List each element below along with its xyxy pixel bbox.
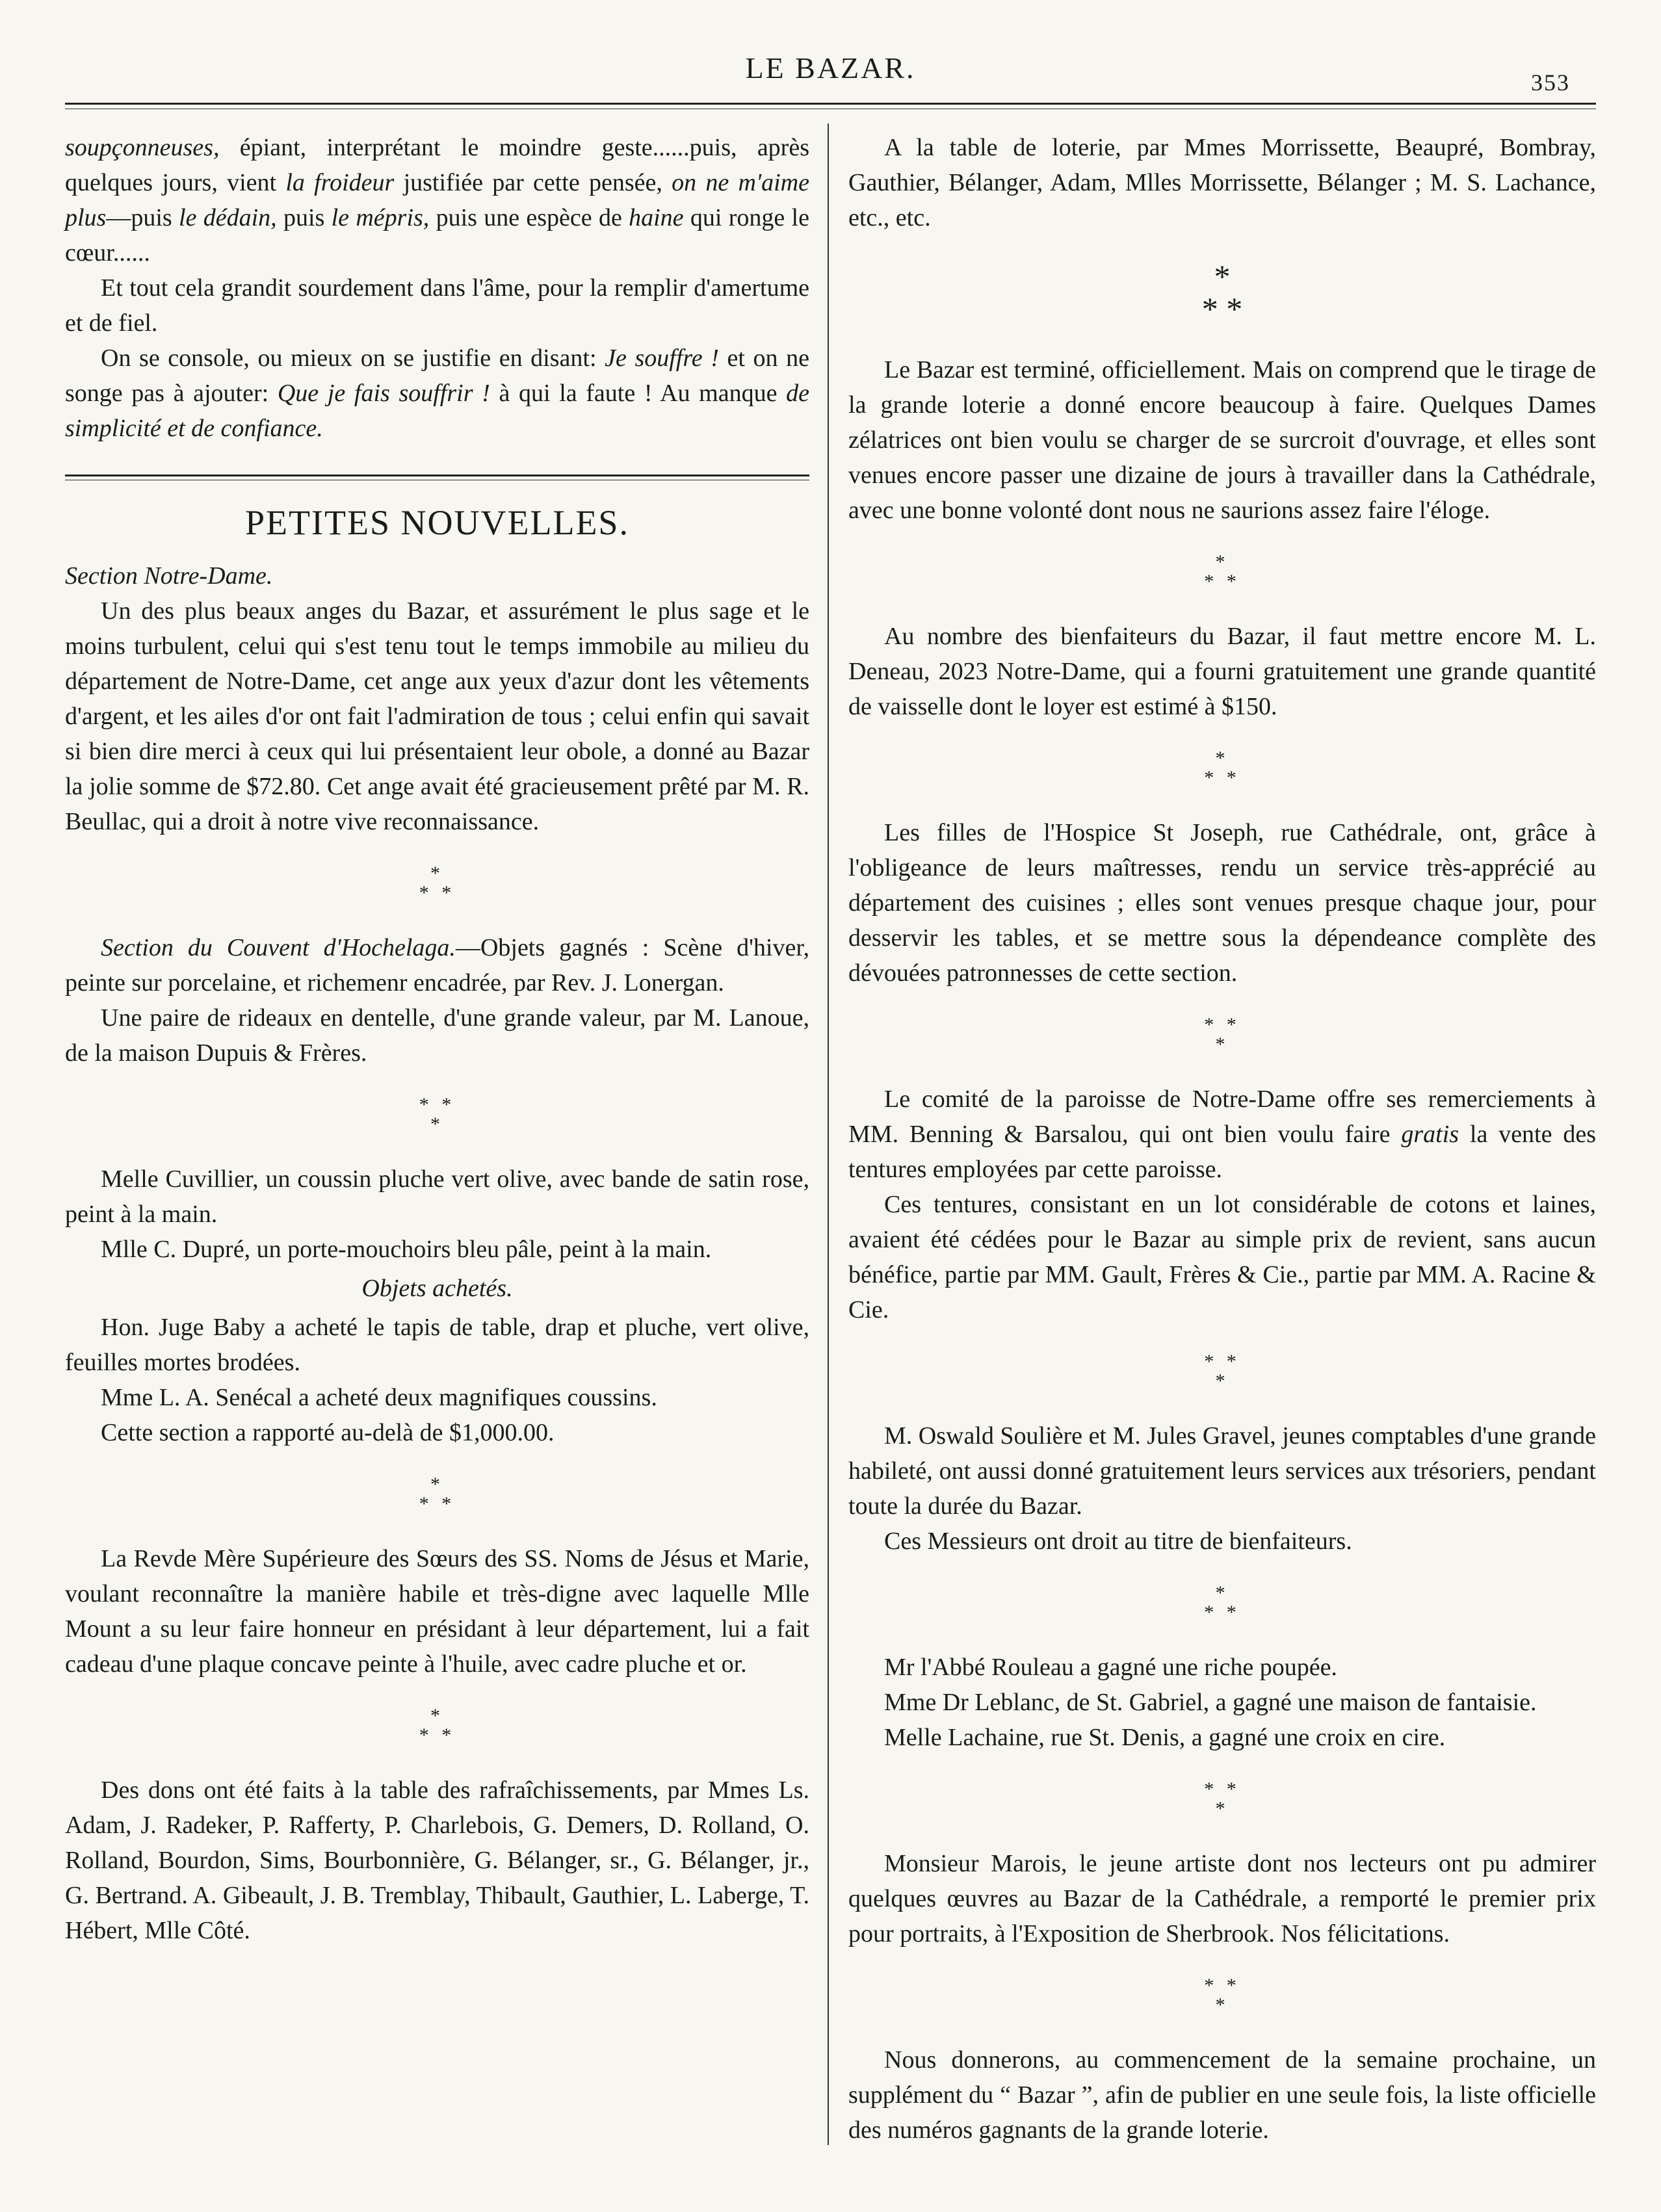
revde-mere-paragraph: La Revde Mère Supérieure des Sœurs des SS. Noms de Jésus et Marie, voulant reconnaître la manière habile et très-digne avec laquelle Mlle Mount a su leur faire honneur en présidant à leur département, lui a fait cadeau d'une plaque concave peinte à l'huile, avec cadre pluche et or. xyxy=(65,1545,809,1678)
star-pair: * * xyxy=(1204,1778,1240,1800)
dons-paragraph: Des dons ont été faits à la table des rafraîchissements, par Mmes Ls. Adam, J. Radeker, P. Rafferty, P. Charlebois, G. Demers, D. Rolland, O. Rolland, Bourdon, Sims, Bourbonnière, G. Bélanger, sr., G. Bélanger, jr., G. Bertrand. A. Gibeault, J. B. Tremblay, Thibault, Gauthier, L. Laberge, T. Hébert, Mlle Côté. xyxy=(65,1776,809,1944)
star-pair: * * xyxy=(1204,1602,1240,1623)
hospice-paragraph: Les filles de l'Hospice St Joseph, rue Cathédrale, ont, grâce à l'obligeance de leurs maîtresses, rendu un service très-apprécié au département des cuisines ; elles sont venues presque chaque jour, pour desservir les tables, et se mettre sous la dépendeance complète des dévouées patronnesses de cette section. xyxy=(848,819,1596,987)
star: * xyxy=(1215,551,1229,573)
italic-text: on ne m'aime plus xyxy=(65,169,809,231)
star-pair: * * xyxy=(1201,291,1243,327)
hochelaga-heading: Section du Couvent d'Hochelaga. xyxy=(101,934,456,961)
asterism-divider xyxy=(848,1583,1596,1622)
page-number: 353 xyxy=(1531,70,1570,96)
asterism-divider xyxy=(848,1976,1596,2015)
text: épiant, interprétant le moindre geste......puis, après quelques jours, vient xyxy=(65,134,809,196)
asterism-divider xyxy=(848,1352,1596,1391)
asterism-divider xyxy=(848,1015,1596,1054)
supplement-paragraph: Nous donnerons, au commencement de la semaine prochaine, un supplément du “ Bazar ”, afin de publier en une seule fois, la liste officielle des numéros gagnants de la grande loterie. xyxy=(848,2046,1596,2144)
hochelaga-paragraph xyxy=(65,930,809,1000)
bienfaiteurs-paragraph: Au nombre des bienfaiteurs du Bazar, il faut mettre encore M. L. Deneau, 2023 Notre-Dame, qui a fourni gratuitement une grande quantité de vaisselle dont le loyer est estimé à $150. xyxy=(848,623,1596,720)
dupre-paragraph: Mlle C. Dupré, un porte-mouchoirs bleu pâle, peint à la main. xyxy=(101,1236,712,1263)
star: * xyxy=(430,1705,444,1726)
objets-achetes-heading: Objets achetés. xyxy=(361,1275,513,1302)
notre-dame-paragraph: Un des plus beaux anges du Bazar, et assurément le plus sage et le moins turbulent, celui qui s'est tenu tout le temps immobile au milieu du département de Notre-Dame, cet ange aux yeux d'azur dont les vêtements d'argent, et les ailes d'or ont fait l'admiration de tous ; celui enfin qui savait si bien dire merci à ceux qui lui présentaient leur obole, a donné au Bazar la jolie somme de $72.80. Cet ange avait été gracieusement prêté par M. R. Beullac, qui a droit à notre vive reconnaissance. xyxy=(65,597,809,835)
star: * xyxy=(1214,258,1231,294)
text: On se console, ou mieux on se justifie en disant: xyxy=(101,345,605,372)
star-pair: * * xyxy=(1204,571,1240,592)
star-pair: * * xyxy=(419,1493,456,1515)
journal-title: LE BAZAR. xyxy=(745,51,916,85)
text: —Objets gagnés : Scène d'hiver, peinte sur porcelaine, et richemenr encadrée, par Rev. J. Lonergan. xyxy=(65,934,809,996)
senecal-paragraph: Mme L. A. Senécal a acheté deux magnifiques coussins. xyxy=(101,1384,657,1411)
text: —puis xyxy=(106,204,179,231)
intro-paragraph-1 xyxy=(65,130,809,270)
abbe-paragraph: Mr l'Abbé Rouleau a gagné une riche poupée. xyxy=(884,1654,1337,1681)
star: * xyxy=(1215,1582,1229,1604)
star: * xyxy=(1215,1370,1229,1392)
text: puis une espèce de xyxy=(429,204,629,231)
text: Le comité de la paroisse de Notre-Dame offre ses remerciements à MM. Benning & Barsalou, qui ont bien voulu faire xyxy=(848,1086,1596,1148)
star-pair: * * xyxy=(1204,1975,1240,1996)
page-header xyxy=(65,51,1596,96)
hochelaga-rideaux: Une paire de rideaux en dentelle, d'une grande valeur, par M. Lanoue, de la maison Dupuis & Frères. xyxy=(65,1004,809,1067)
text: et on ne songe pas à ajouter: xyxy=(65,345,809,407)
text: à qui la faute ! Au manque xyxy=(490,380,787,407)
star: * xyxy=(430,1113,444,1135)
tentures-paragraph: Ces tentures, consistant en un lot considérable de cotons et laines, avaient été cédées pour le Bazar au simple prix de revient, sans aucun bénéfice, partie par MM. Gault, Frères & Cie., partie par MM. A. Racine & Cie. xyxy=(848,1191,1596,1323)
star: * xyxy=(1215,748,1229,769)
asterism-divider xyxy=(848,260,1596,325)
marois-paragraph: Monsieur Marois, le jeune artiste dont nos lecteurs ont pu admirer quelques œuvres au Bazar de la Cathédrale, a remporté le premier prix pour portraits, à l'Exposition de Sherbrook. Nos félicitations. xyxy=(848,1850,1596,1947)
header-rule xyxy=(65,103,1596,109)
star-pair: * * xyxy=(419,1094,456,1115)
asterism-divider xyxy=(65,864,809,903)
notre-dame-heading: Section Notre-Dame. xyxy=(65,562,273,590)
intro-paragraph-3 xyxy=(65,341,809,446)
asterism-divider xyxy=(848,749,1596,788)
text: justifiée par cette pensée, xyxy=(394,169,672,196)
star-pair: * * xyxy=(419,882,456,904)
text: la vente des tentures employées par cette paroisse. xyxy=(848,1121,1596,1183)
left-column xyxy=(65,130,809,1948)
star: * xyxy=(1215,1994,1229,2016)
cuvillier-paragraph: Melle Cuvillier, un coussin pluche vert olive, avec bande de satin rose, peint à la main. xyxy=(65,1165,809,1228)
star-pair: * * xyxy=(419,1724,456,1746)
star: * xyxy=(1215,1034,1229,1055)
asterism-divider xyxy=(65,1095,809,1134)
right-column xyxy=(848,130,1596,2148)
italic-text: le dédain, xyxy=(179,204,277,231)
asterism-divider xyxy=(848,1780,1596,1819)
asterism-divider xyxy=(65,1475,809,1514)
termine-paragraph: Le Bazar est terminé, officiellement. Mais on comprend que le tirage de la grande loterie a donné encore beaucoup à faire. Quelques Dames zélatrices ont bien voulu se charger de se surcroit d'ouvrage, et elles sont venues encore passer une dizaine de jours à travailler dans la Cathédrale, avec une bonne volonté dont nous ne saurions assez faire l'éloge. xyxy=(848,356,1596,524)
italic-text: le mépris, xyxy=(331,204,430,231)
star-pair: * * xyxy=(1204,767,1240,788)
messieurs-paragraph: Ces Messieurs ont droit au titre de bienfaiteurs. xyxy=(884,1528,1352,1555)
italic-text: Que je fais souffrir ! xyxy=(277,380,490,407)
column-divider xyxy=(828,124,829,2145)
section-total-paragraph: Cette section a rapporté au-delà de $1,000.00. xyxy=(101,1419,555,1446)
section-rule xyxy=(65,475,809,480)
italic-text: gratis xyxy=(1401,1121,1459,1148)
italic-text: soupçonneuses, xyxy=(65,134,220,161)
intro-paragraph-2: Et tout cela grandit sourdement dans l'âme, pour la remplir d'amertume et de fiel. xyxy=(65,274,809,337)
loterie-paragraph: A la table de loterie, par Mmes Morrissette, Beaupré, Bombray, Gauthier, Bélanger, Adam, Mlles Morrissette, Bélanger ; M. S. Lachance, etc., etc. xyxy=(848,134,1596,231)
star: * xyxy=(430,1474,444,1495)
baby-paragraph: Hon. Juge Baby a acheté le tapis de table, drap et pluche, vert olive, feuilles mortes brodées. xyxy=(65,1314,809,1376)
comptables-paragraph: M. Oswald Soulière et M. Jules Gravel, jeunes comptables d'une grande habileté, ont aussi donné gratuitement leurs services aux trésoriers, pendant toute la durée du Bazar. xyxy=(848,1422,1596,1520)
asterism-divider xyxy=(848,553,1596,592)
text: puis xyxy=(276,204,332,231)
star: * xyxy=(1215,1798,1229,1819)
comite-paragraph xyxy=(848,1082,1596,1187)
italic-text: la froideur xyxy=(285,169,395,196)
star: * xyxy=(430,863,444,884)
italic-text: haine xyxy=(629,204,684,231)
lachaine-paragraph: Melle Lachaine, rue St. Denis, a gagné une croix en cire. xyxy=(884,1724,1446,1751)
star-pair: * * xyxy=(1204,1014,1240,1035)
leblanc-paragraph: Mme Dr Leblanc, de St. Gabriel, a gagné une maison de fantaisie. xyxy=(884,1689,1537,1716)
section-title: PETITES NOUVELLES. xyxy=(245,503,629,542)
text: qui ronge le cœur...... xyxy=(65,204,809,267)
italic-text: Je souffre ! xyxy=(605,345,719,372)
asterism-divider xyxy=(65,1706,809,1745)
star-pair: * * xyxy=(1204,1351,1240,1372)
italic-text: de simplicité et de confiance. xyxy=(65,380,810,442)
